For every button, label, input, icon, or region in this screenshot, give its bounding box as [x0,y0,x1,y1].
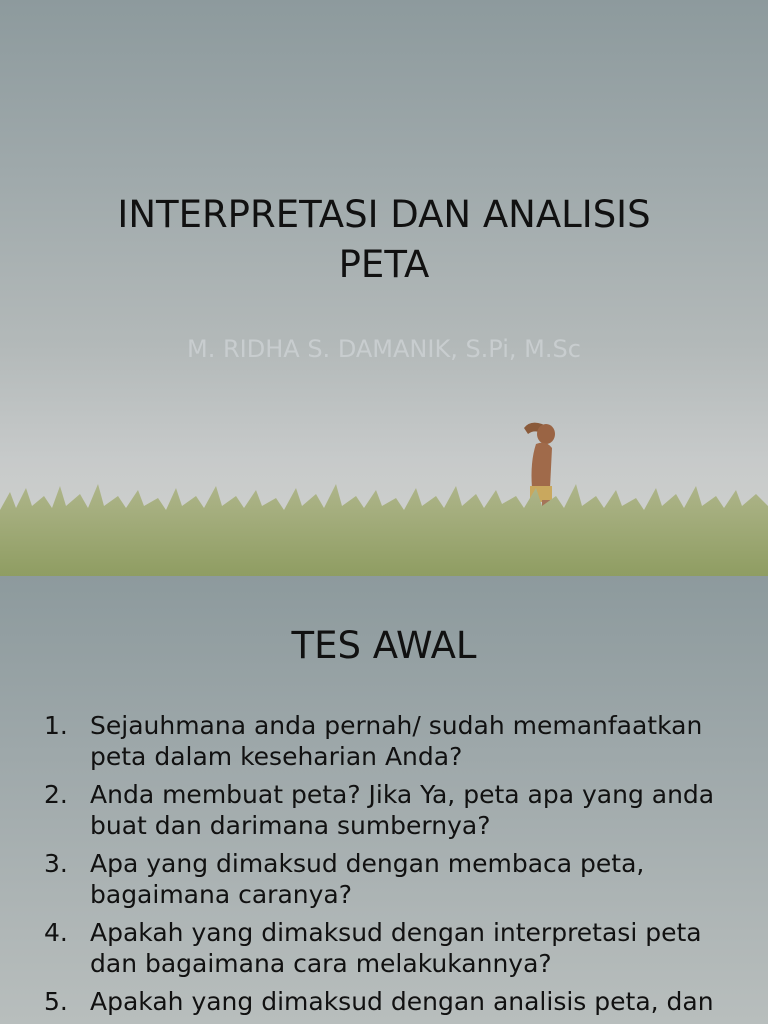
item-number: 5. [44,987,68,1016]
item-text: Anda membuat peta? Jika Ya, peta apa yang anda buat dan darimana sumbernya? [90,780,715,840]
list-item [44,848,744,910]
item-number: 2. [44,780,68,809]
slide-title [0,190,768,290]
test-slide [0,576,768,1024]
list-item [44,917,744,979]
item-text: Sejauhmana anda pernah/ sudah memanfaatkan peta dalam keseharian Anda? [90,711,703,771]
title-line-1: INTERPRETASI DAN ANALISIS [117,193,651,236]
item-number: 4. [44,918,68,947]
item-number: 1. [44,711,68,740]
list-item [44,710,744,772]
item-number: 3. [44,849,68,878]
author-subtitle: M. RIDHA S. DAMANIK, S.Pi, M.Sc [187,335,581,363]
grass-field [0,470,768,576]
title-line-2: PETA [338,243,430,286]
question-list [44,710,744,1024]
item-text: Apakah yang dimaksud dengan interpretasi peta dan bagaimana cara melakukannya? [90,918,702,978]
slide-title: TES AWAL [291,624,477,667]
item-text: Apakah yang dimaksud dengan analisis peta, dan [90,987,714,1016]
item-text: Apa yang dimaksud dengan membaca peta, bagaimana caranya? [90,849,645,909]
list-item [44,779,744,841]
list-item [44,986,744,1017]
